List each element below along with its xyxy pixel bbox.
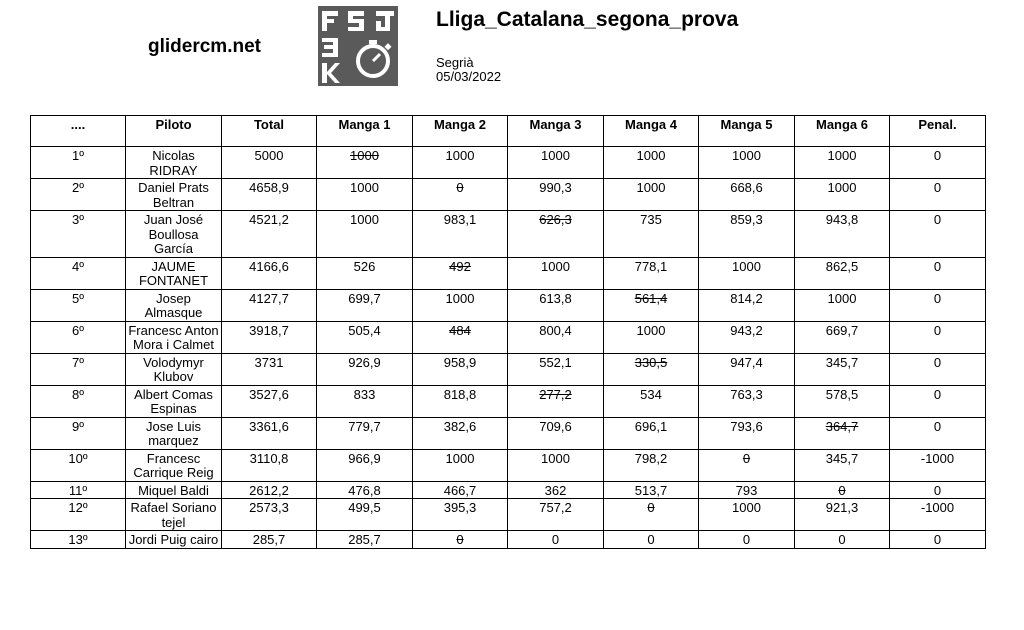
position-cell: 10º [31,449,126,481]
pilot-cell: Francesc Anton Mora i Calmet [126,321,222,353]
penalty-cell: 0 [890,321,986,353]
table-row [31,531,986,549]
table-row [31,499,986,531]
round-4-cell: 513,7 [604,481,699,499]
round-4-cell: 1000 [604,147,699,179]
pilot-cell: Nicolas RIDRAY [126,147,222,179]
round-1-cell: 499,5 [317,499,413,531]
event-date: 05/03/2022 [436,69,502,84]
round-4-cell: 534 [604,385,699,417]
round-1-cell: 1000 [317,179,413,211]
penalty-cell: 0 [890,257,986,289]
round-2-cell: 958,9 [413,353,508,385]
round-2-cell: 382,6 [413,417,508,449]
round-6-cell: 669,7 [795,321,890,353]
pilot-cell: Josep Almasque [126,289,222,321]
round-3-cell: 1000 [508,257,604,289]
round-5-cell: 668,6 [699,179,795,211]
position-cell: 13º [31,531,126,549]
results-body [31,147,986,549]
event-info [436,56,501,84]
col-header-round-3: Manga 3 [508,116,604,147]
col-header-round-1: Manga 1 [317,116,413,147]
round-3-cell: 552,1 [508,353,604,385]
round-1-cell: 476,8 [317,481,413,499]
logo-graphic [318,6,398,86]
round-5-cell: 859,3 [699,211,795,258]
pilot-cell: Miquel Baldi [126,481,222,499]
pilot-cell: Jose Luis marquez [126,417,222,449]
round-5-cell: 943,2 [699,321,795,353]
col-header-pilot: Piloto [126,116,222,147]
pilot-cell: Volodymyr Klubov [126,353,222,385]
round-2-cell: 818,8 [413,385,508,417]
round-4-cell: 330,5 [604,353,699,385]
total-cell: 285,7 [222,531,317,549]
round-4-cell: 0 [604,499,699,531]
table-row [31,385,986,417]
position-cell: 12º [31,499,126,531]
round-6-cell: 862,5 [795,257,890,289]
round-6-cell: 1000 [795,289,890,321]
col-header-round-5: Manga 5 [699,116,795,147]
pilot-cell: Jordi Puig cairo [126,531,222,549]
table-row [31,449,986,481]
site-name: glidercm.net [148,36,261,57]
round-2-cell: 0 [413,531,508,549]
pilot-cell: Rafael Soriano tejel [126,499,222,531]
round-6-cell: 0 [795,531,890,549]
event-location: Segrià [436,55,474,70]
total-cell: 3731 [222,353,317,385]
round-4-cell: 778,1 [604,257,699,289]
position-cell: 8º [31,385,126,417]
position-cell: 1º [31,147,126,179]
round-3-cell: 800,4 [508,321,604,353]
page-title: Lliga_Catalana_segona_prova [436,8,739,31]
penalty-cell: 0 [890,179,986,211]
total-cell: 2573,3 [222,499,317,531]
f5j-stopwatch-logo [318,6,398,86]
penalty-cell: 0 [890,211,986,258]
round-2-cell: 983,1 [413,211,508,258]
round-2-cell: 1000 [413,449,508,481]
col-header-position: .... [31,116,126,147]
penalty-cell: 0 [890,385,986,417]
col-header-round-4: Manga 4 [604,116,699,147]
penalty-cell: 0 [890,147,986,179]
total-cell: 4658,9 [222,179,317,211]
total-cell: 4521,2 [222,211,317,258]
total-cell: 4127,7 [222,289,317,321]
round-1-cell: 779,7 [317,417,413,449]
round-6-cell: 943,8 [795,211,890,258]
round-5-cell: 814,2 [699,289,795,321]
round-2-cell: 466,7 [413,481,508,499]
round-3-cell: 277,2 [508,385,604,417]
round-3-cell: 626,3 [508,211,604,258]
round-5-cell: 1000 [699,499,795,531]
round-5-cell: 0 [699,531,795,549]
round-5-cell: 793 [699,481,795,499]
round-5-cell: 793,6 [699,417,795,449]
round-6-cell: 578,5 [795,385,890,417]
position-cell: 6º [31,321,126,353]
pilot-cell: Juan José Boullosa García [126,211,222,258]
table-row [31,289,986,321]
results-table [30,115,986,549]
table-row [31,353,986,385]
position-cell: 4º [31,257,126,289]
pilot-cell: Francesc Carrique Reig [126,449,222,481]
round-2-cell: 492 [413,257,508,289]
round-4-cell: 735 [604,211,699,258]
round-3-cell: 1000 [508,147,604,179]
round-3-cell: 362 [508,481,604,499]
round-4-cell: 561,4 [604,289,699,321]
total-cell: 4166,6 [222,257,317,289]
round-4-cell: 696,1 [604,417,699,449]
total-cell: 3527,6 [222,385,317,417]
round-3-cell: 613,8 [508,289,604,321]
round-4-cell: 1000 [604,321,699,353]
position-cell: 5º [31,289,126,321]
round-5-cell: 947,4 [699,353,795,385]
round-1-cell: 285,7 [317,531,413,549]
total-cell: 2612,2 [222,481,317,499]
round-1-cell: 505,4 [317,321,413,353]
round-6-cell: 345,7 [795,353,890,385]
round-4-cell: 1000 [604,179,699,211]
penalty-cell: 0 [890,531,986,549]
round-6-cell: 364,7 [795,417,890,449]
table-row [31,211,986,258]
round-6-cell: 1000 [795,147,890,179]
table-row [31,257,986,289]
table-row [31,321,986,353]
round-5-cell: 1000 [699,147,795,179]
total-cell: 5000 [222,147,317,179]
col-header-round-6: Manga 6 [795,116,890,147]
round-2-cell: 1000 [413,147,508,179]
round-1-cell: 1000 [317,211,413,258]
penalty-cell: -1000 [890,449,986,481]
total-cell: 3361,6 [222,417,317,449]
penalty-cell: 0 [890,417,986,449]
pilot-cell: Daniel Prats Beltran [126,179,222,211]
position-cell: 11º [31,481,126,499]
round-5-cell: 763,3 [699,385,795,417]
position-cell: 7º [31,353,126,385]
position-cell: 9º [31,417,126,449]
round-3-cell: 709,6 [508,417,604,449]
round-6-cell: 0 [795,481,890,499]
pilot-cell: JAUME FONTANET [126,257,222,289]
pilot-cell: Albert Comas Espinas [126,385,222,417]
table-row [31,481,986,499]
table-row [31,179,986,211]
col-header-round-2: Manga 2 [413,116,508,147]
position-cell: 2º [31,179,126,211]
round-1-cell: 966,9 [317,449,413,481]
penalty-cell: -1000 [890,499,986,531]
total-cell: 3110,8 [222,449,317,481]
round-1-cell: 1000 [317,147,413,179]
round-1-cell: 699,7 [317,289,413,321]
total-cell: 3918,7 [222,321,317,353]
round-4-cell: 798,2 [604,449,699,481]
table-row [31,417,986,449]
round-2-cell: 484 [413,321,508,353]
penalty-cell: 0 [890,289,986,321]
penalty-cell: 0 [890,481,986,499]
round-1-cell: 833 [317,385,413,417]
round-2-cell: 1000 [413,289,508,321]
table-row [31,147,986,179]
round-2-cell: 395,3 [413,499,508,531]
col-header-penalty: Penal. [890,116,986,147]
round-1-cell: 926,9 [317,353,413,385]
round-5-cell: 1000 [699,257,795,289]
round-3-cell: 990,3 [508,179,604,211]
col-header-total: Total [222,116,317,147]
round-4-cell: 0 [604,531,699,549]
round-6-cell: 1000 [795,179,890,211]
round-3-cell: 757,2 [508,499,604,531]
round-6-cell: 921,3 [795,499,890,531]
round-3-cell: 1000 [508,449,604,481]
round-3-cell: 0 [508,531,604,549]
round-2-cell: 0 [413,179,508,211]
round-5-cell: 0 [699,449,795,481]
round-6-cell: 345,7 [795,449,890,481]
header-row [31,116,986,147]
position-cell: 3º [31,211,126,258]
penalty-cell: 0 [890,353,986,385]
round-1-cell: 526 [317,257,413,289]
